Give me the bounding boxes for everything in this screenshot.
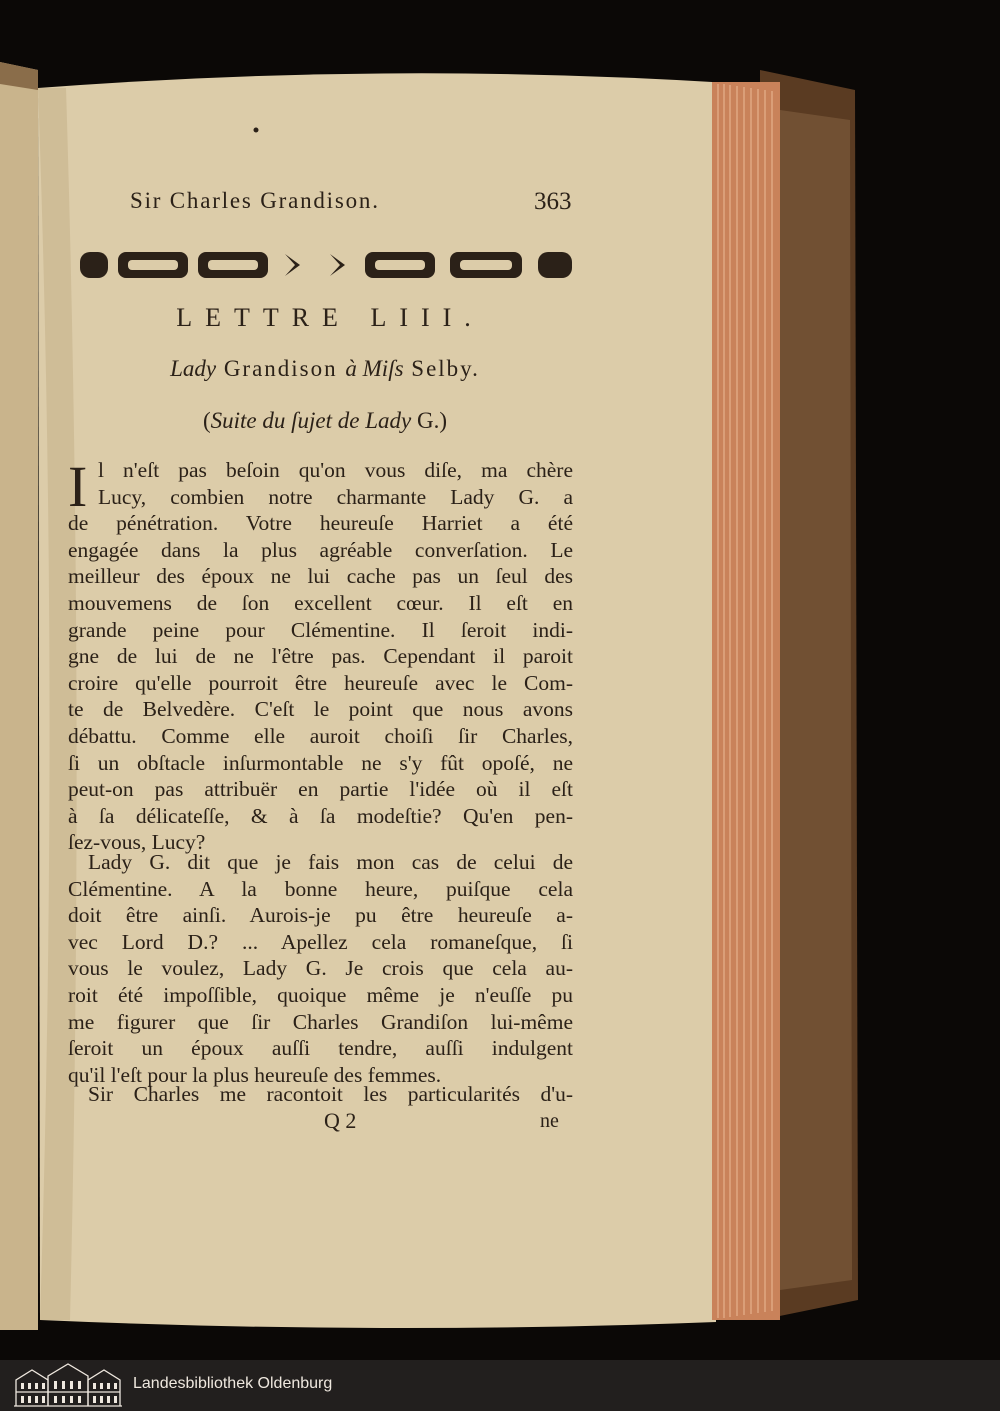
text-line: à ſa délicateſſe, & à ſa modeſtie? Qu'en pen- <box>68 803 573 828</box>
text-line: de pénétration. Votre heureuſe Harriet a été <box>68 511 573 536</box>
running-head: Sir Charles Grandison. <box>130 188 380 213</box>
subject-line <box>0 408 650 434</box>
text-line: mouvemens de ſon excellent cœur. Il eſt en <box>68 590 573 615</box>
catchword: ne <box>540 1110 559 1132</box>
text-line: Sir Charles me racontoit les particularités d'u- <box>88 1082 573 1106</box>
page-number: 363 <box>534 188 572 215</box>
text-line: ſeroit un époux auſſi tendre, auſſi indulgent <box>68 1036 573 1061</box>
salutation-part2: Grandison <box>216 356 346 381</box>
signature-mark: Q 2 <box>324 1108 357 1133</box>
salutation-part1: Lady <box>170 356 217 381</box>
text-line: te de Belvedère. C'eſt le point que nous avons <box>68 697 573 722</box>
facing-page <box>0 62 38 1330</box>
subject-open: ( <box>202 408 211 433</box>
text-line: ſez-vous, Lucy? <box>68 830 206 855</box>
text-line: grande peine pour Clémentine. Il ſeroit indi- <box>68 617 573 642</box>
text-line: Lady G. dit que je fais mon cas de celui de <box>88 850 573 874</box>
paragraph-1 <box>68 454 573 856</box>
text-line: me figurer que ſir Charles Grandiſon lui-même <box>68 1009 573 1034</box>
text-line: Clémentine. A la bonne heure, puiſque cela <box>68 876 573 901</box>
subject-rest: G.) <box>411 408 448 433</box>
text-line: roit été impoſſible, quoique même je n'euſſe pu <box>68 982 573 1007</box>
text-line: débattu. Comme elle auroit choiſi ſir Charles, <box>68 723 573 748</box>
salutation-part3: à Miſs <box>345 356 404 381</box>
text-line: croire qu'elle pourroit être heureuſe avec le Com- <box>68 670 573 695</box>
text-line: vec Lord D.? ... Apellez cela romaneſque, ſi <box>68 929 573 954</box>
footer-library-name[interactable]: Landesbibliothek Oldenburg <box>133 1375 333 1392</box>
text-line: Lucy, combien notre charmante Lady G. a <box>98 484 573 509</box>
paragraph-3 <box>68 1081 573 1108</box>
text-line: qu'il l'eſt pour la plus heureuſe des femmes. <box>68 1062 442 1087</box>
page-edges <box>712 82 780 1320</box>
text-line: engagée dans la plus agréable converſation. Le <box>68 537 573 562</box>
text-line: l n'eſt pas beſoin qu'on vous diſe, ma chère <box>98 458 573 482</box>
text-line: ſi un obſtacle inſurmontable ne s'y fût opoſé, ne <box>68 750 573 775</box>
text-line: peut-on pas attribuër en partie l'idée où il eſt <box>68 777 573 802</box>
paragraph-2 <box>68 849 573 1088</box>
letter-title: LETTRE LIII. <box>176 303 484 332</box>
salutation <box>0 356 650 382</box>
text-line: doit être ainſi. Aurois-je pu être heureuſe a- <box>68 903 573 928</box>
text-line: meilleur des époux ne lui cache pas un ſeul des <box>68 564 573 589</box>
text-line: gne de lui de ne l'être pas. Cependant il paroit <box>68 644 573 669</box>
drop-cap: I <box>68 454 88 519</box>
subject-italic: Suite du ſujet de Lady <box>210 408 412 433</box>
library-logo-icon <box>12 1362 124 1408</box>
salutation-part4: Selby. <box>403 356 480 381</box>
text-line: vous le voulez, Lady G. Je crois que cela au- <box>68 956 573 981</box>
